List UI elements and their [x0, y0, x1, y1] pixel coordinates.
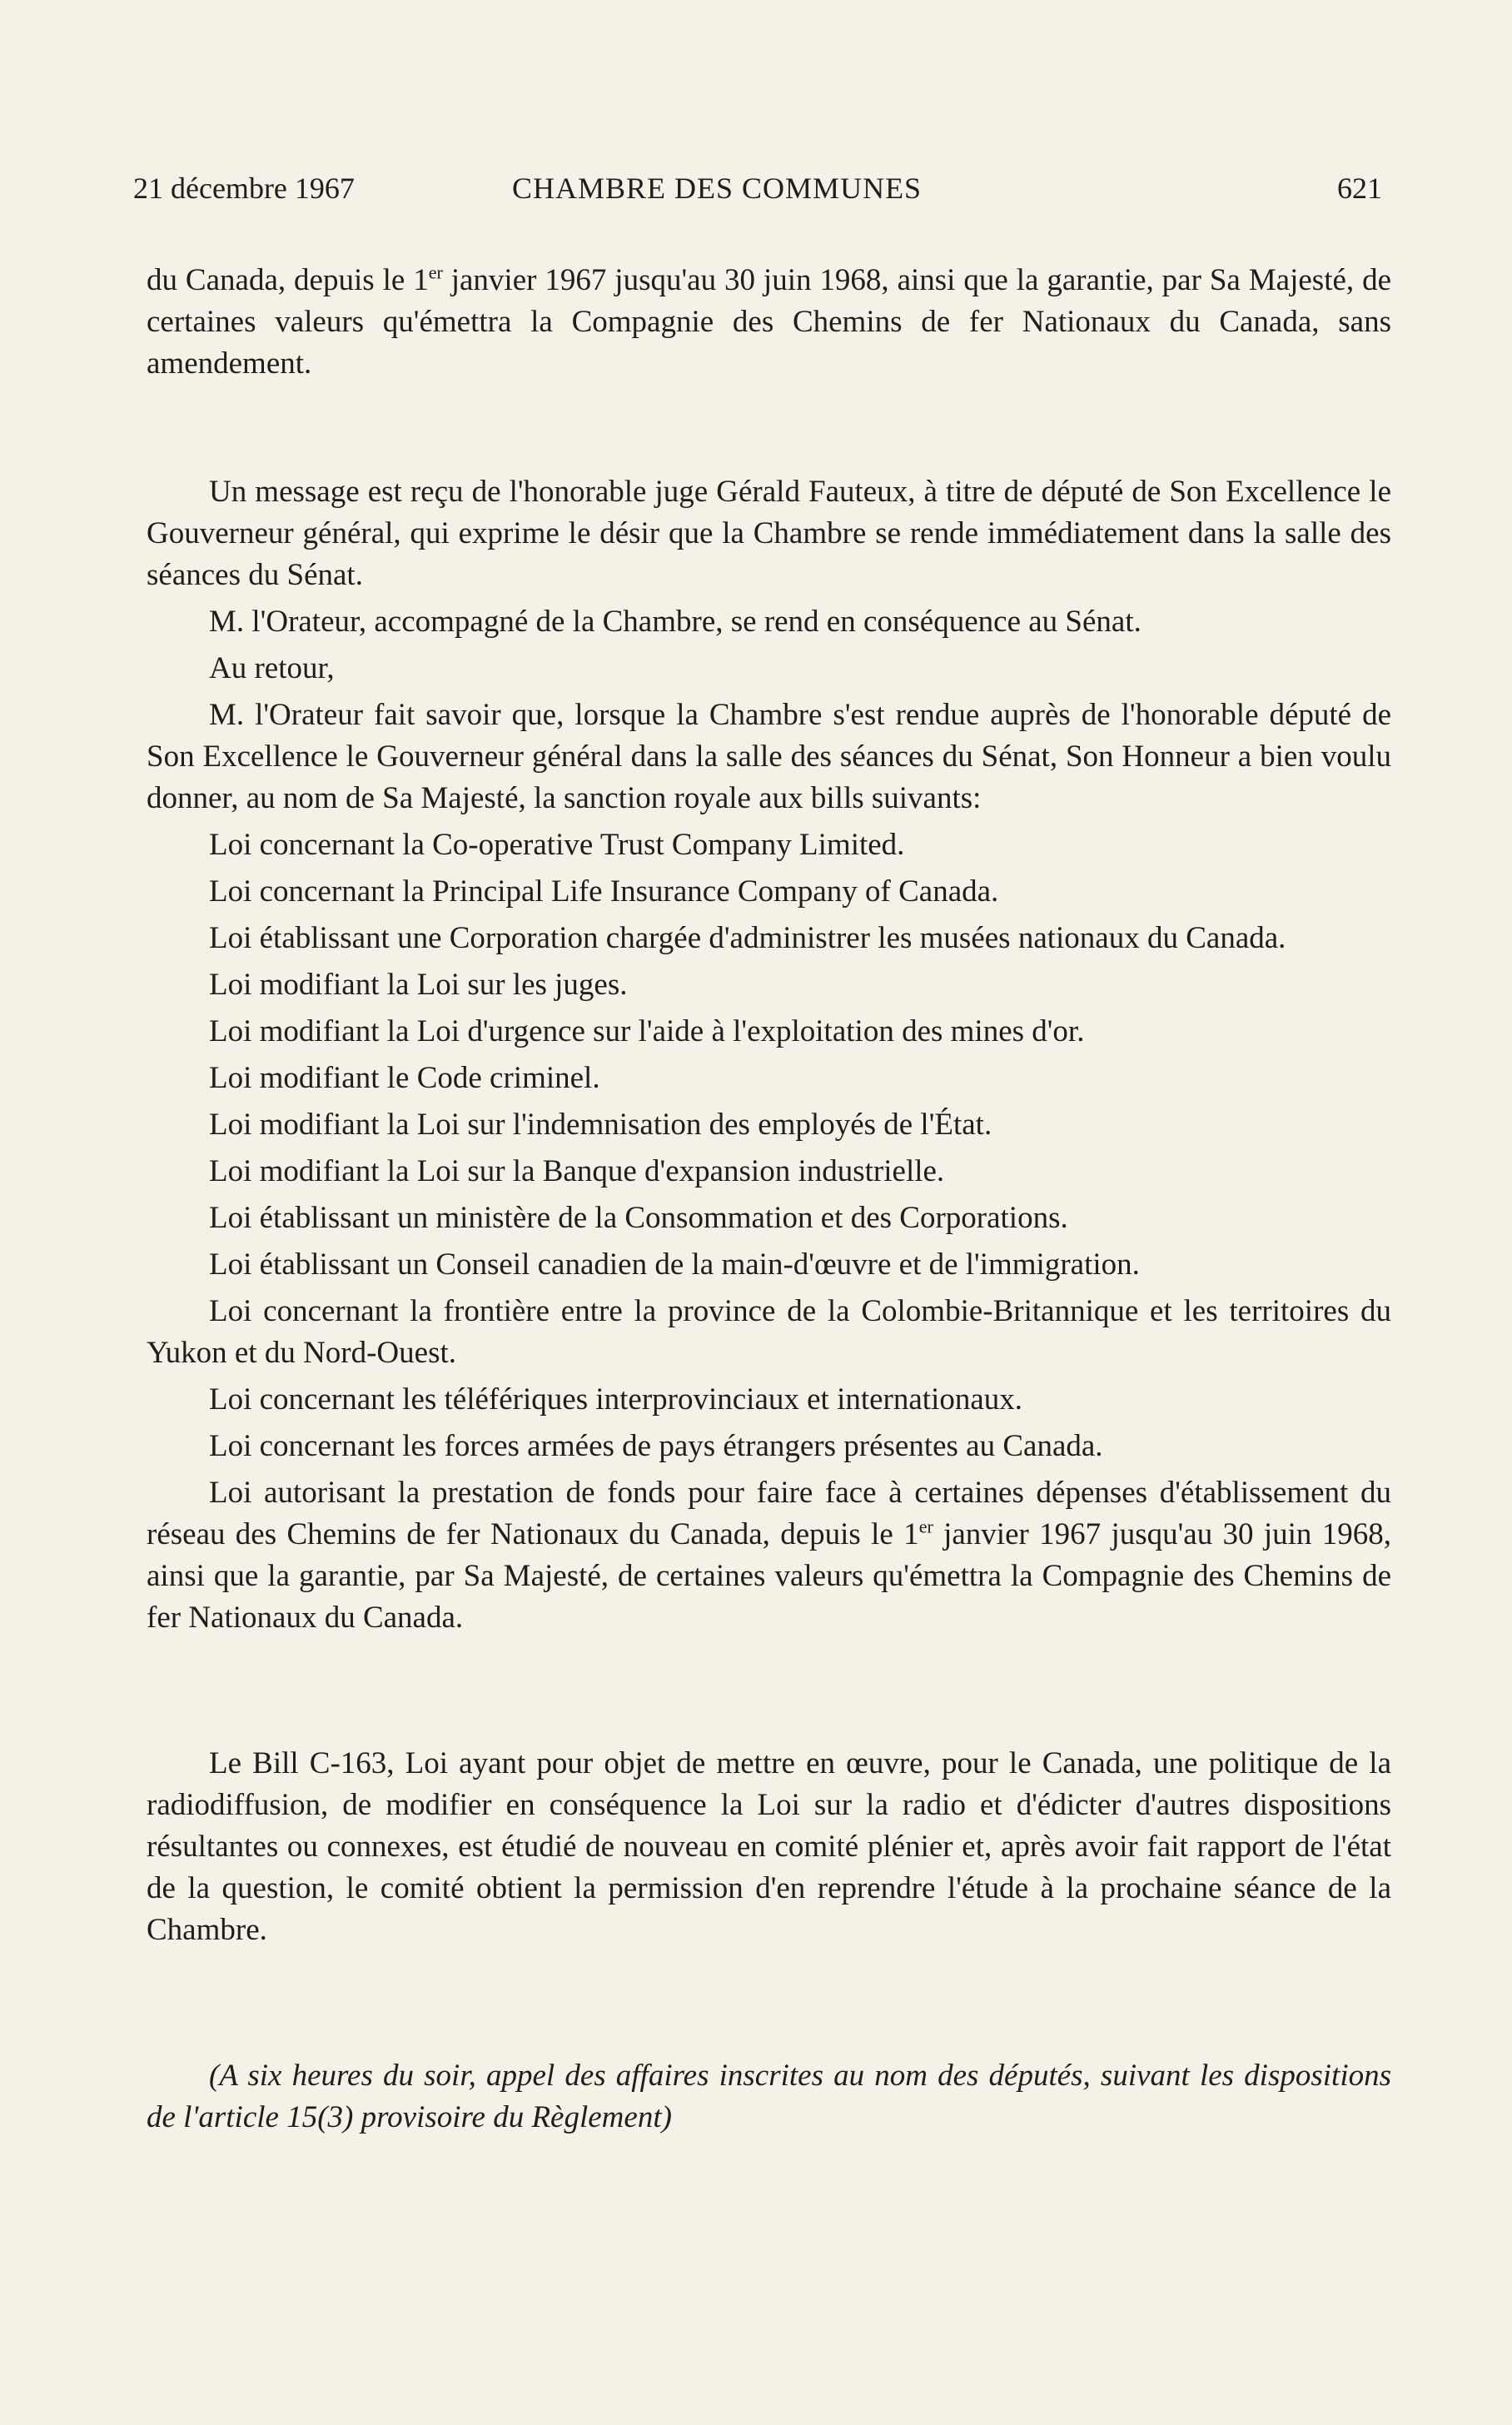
- bill-item: Loi établissant une Corporation chargée d'administrer les musées nationaux du Canada.: [209, 921, 1286, 955]
- bill-item: Loi modifiant le Code criminel.: [209, 1061, 600, 1095]
- running-header: [133, 171, 1382, 212]
- bill-item: Loi modifiant la Loi sur l'indemnisation des employés de l'État.: [209, 1108, 992, 1142]
- bill-list: [147, 824, 1391, 1639]
- paragraph-message: Un message est reçu de l'honorable juge Gérald Fauteux, à titre de député de Son Excellence le Gouverneur général, qui exprime le désir que la Chambre se rende immédiatement dans la salle des séances du Sénat.: [147, 475, 1391, 592]
- bill-item: Loi concernant les forces armées de pays étrangers présentes au Canada.: [209, 1429, 1103, 1463]
- header-title: CHAMBRE DES COMMUNES: [512, 172, 923, 205]
- paragraph-royal-assent: M. l'Orateur fait savoir que, lorsque la Chambre s'est rendue auprès de l'honorable député de Son Excellence le Gouverneur général dans la salle des séances du Sénat, Son Honneur a bien voulu donner, au nom de Sa Majesté, la sanction royale aux bills suivants:: [147, 698, 1391, 815]
- bill-item: Loi établissant un Conseil canadien de la main-d'œuvre et de l'immigration.: [209, 1247, 1140, 1282]
- bill-item: Loi établissant un ministère de la Consommation et des Corporations.: [209, 1201, 1068, 1235]
- bill-item: Loi concernant la frontière entre la province de la Colombie-Britannique et les territoires du Yukon et du Nord-Ouest.: [147, 1294, 1391, 1370]
- bill-item: Loi modifiant la Loi d'urgence sur l'aide à l'exploitation des mines d'or.: [209, 1014, 1085, 1048]
- paragraph-bill-c163: Le Bill C-163, Loi ayant pour objet de mettre en œuvre, pour le Canada, une politique de la radiodiffusion, de modifier en conséquence la Loi sur la radio et d'édicter d'autres dispositions résultantes ou connexes, est étudié de nouveau en comité plénier et, après avoir fait rapport de l'état de la question, le comité obtient la permission d'en reprendre l'étude à la prochaine séance de la Chambre.: [147, 1746, 1391, 1947]
- paragraph-return: Au retour,: [209, 651, 335, 685]
- document-body: [147, 260, 1391, 2144]
- header-date: 21 décembre 1967: [133, 172, 355, 205]
- page-number: 621: [1337, 172, 1382, 205]
- paragraph-adjournment-note: (A six heures du soir, appel des affaires inscrites au nom des députés, suivant les dispositions de l'article 15(3) provisoire du Règlement): [147, 2059, 1391, 2134]
- paragraph-continuation: du Canada, depuis le 1er janvier 1967 jusqu'au 30 juin 1968, ainsi que la garantie, par Sa Majesté, de certaines valeurs qu'émettra la Compagnie des Chemins de fer Nationaux du Canada, sans amendement.: [147, 261, 1391, 381]
- bill-item: Loi autorisant la prestation de fonds pour faire face à certaines dépenses d'établissement du réseau des Chemins de fer Nationaux du Canada, depuis le 1er janvier 1967 jusqu'au 30 juin 1968, ainsi que la garantie, par Sa Majesté, de certaines valeurs qu'émettra la Compagnie des Chemins de fer Nationaux du Canada.: [147, 1476, 1391, 1635]
- bill-item: Loi modifiant la Loi sur les juges.: [209, 968, 628, 1002]
- bill-item: Loi concernant la Co-operative Trust Company Limited.: [209, 828, 905, 862]
- bill-item: Loi concernant la Principal Life Insurance Company of Canada.: [209, 874, 999, 909]
- bill-item: Loi modifiant la Loi sur la Banque d'expansion industrielle.: [209, 1154, 945, 1188]
- bill-item: Loi concernant les téléfériques interprovinciaux et internationaux.: [209, 1382, 1023, 1417]
- paragraph-speaker-goes: M. l'Orateur, accompagné de la Chambre, se rend en conséquence au Sénat.: [209, 605, 1141, 639]
